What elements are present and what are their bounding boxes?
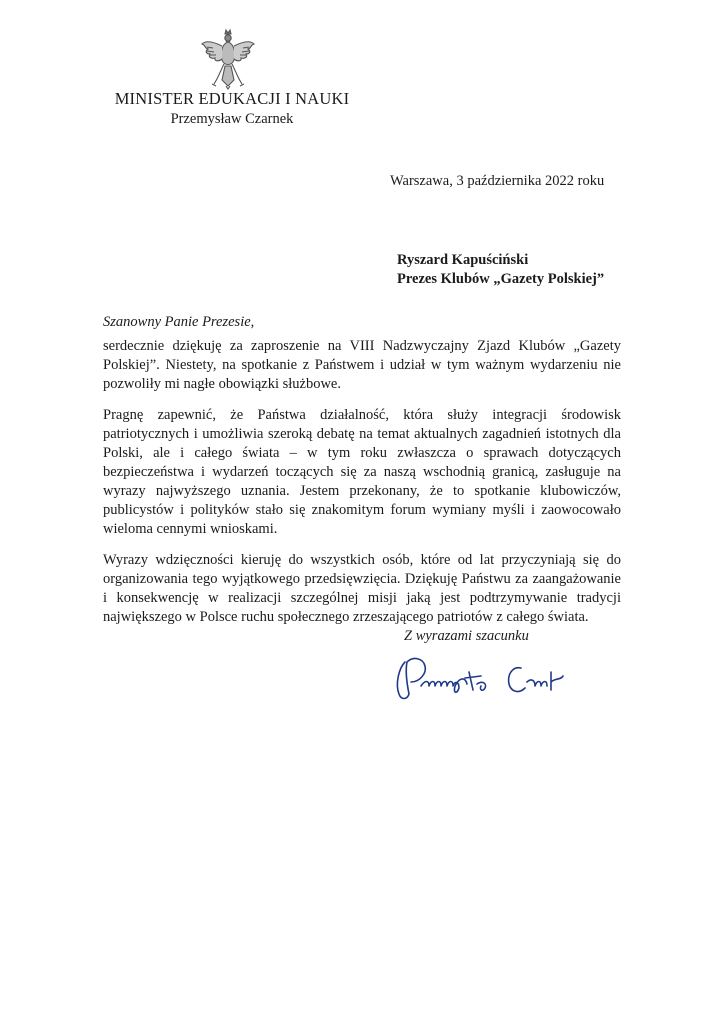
closing-phrase: Z wyrazami szacunku — [404, 628, 529, 644]
polish-eagle-emblem-icon — [198, 28, 258, 90]
minister-name: Przemysław Czarnek — [170, 111, 294, 127]
ministry-name: MINISTER EDUKACJI I NAUKI — [114, 89, 350, 108]
letter-date: Warszawa, 3 października 2022 roku — [390, 173, 605, 189]
recipient-block — [397, 251, 604, 289]
recipient-name: Ryszard Kapuściński — [397, 252, 529, 268]
handwritten-signature — [385, 650, 605, 710]
paragraph: Wyrazy wdzięczności kieruję do wszystkich osób, które od lat przyczyniają się do organizowania tego wyjątkowego przedsięwzięcia. Dziękuję Państwu za zaangażowanie i konsekwencję w realizacji szczególnej misji jaką jest podtrzymywanie tradycji największego w Polsce ruchu społecznego zrzeszającego patriotów z całego świata. — [103, 552, 621, 625]
recipient-title: Prezes Klubów „Gazety Polskiej” — [397, 271, 605, 287]
letter-body — [103, 337, 621, 639]
ministry-letterhead — [112, 89, 352, 128]
paragraph: Pragnę zapewnić, że Państwa działalność, która służy integracji środowisk patriotycznych i umożliwia szeroką debatę na temat aktualnych zagadnień istotnych dla Polski, ale i całego świata – w tym roku zwłaszcza o sprawach dotyczących bezpieczeństwa i wydarzeń toczących się za naszą wschodnią granicą, zasługuje na wyrazy najwyższego uznania. Jestem przekonany, że to spotkanie klubowiczów, publicystów i polityków stało się znakomitym forum wymiany myśli i zaowocowało wieloma cennymi wnioskami. — [103, 407, 621, 537]
paragraph: serdecznie dziękuję za zaproszenie na VIII Nadzwyczajny Zjazd Klubów „Gazety Polskiej”. Niestety, na spotkanie z Państwem i udział w tym ważnym wydarzeniu nie pozwoliły mi nagłe obowiązki służbowe. — [103, 338, 621, 392]
salutation: Szanowny Panie Prezesie, — [103, 314, 255, 330]
